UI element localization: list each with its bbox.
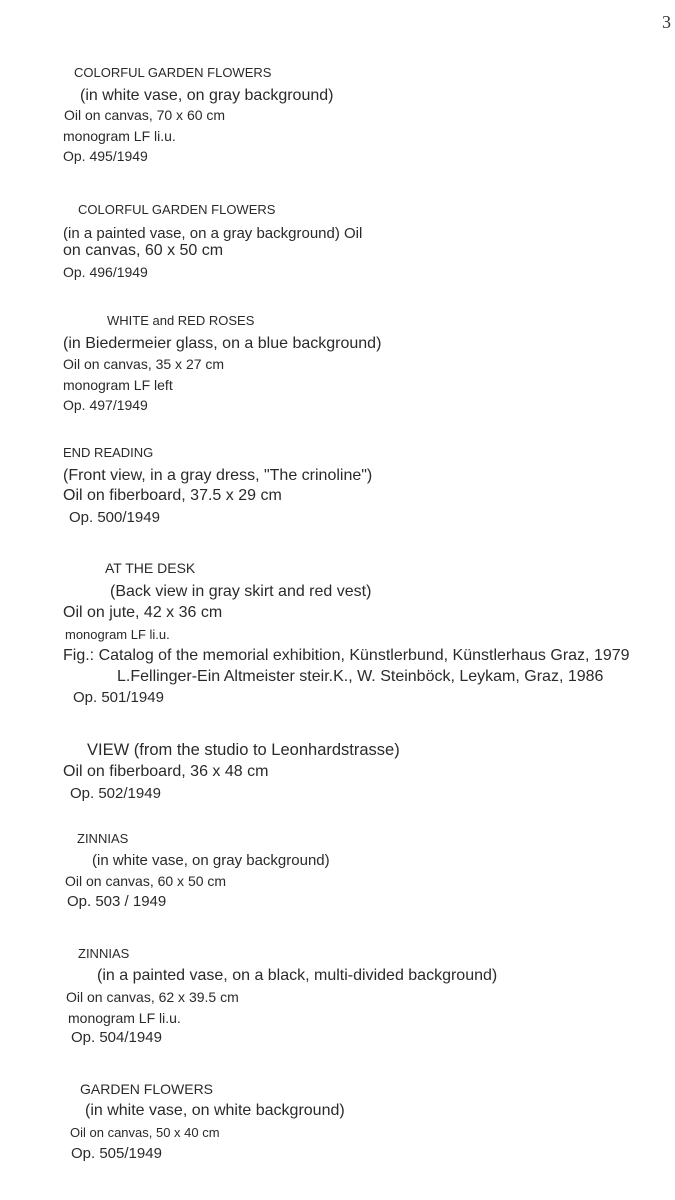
entry-title: COLORFUL GARDEN FLOWERS <box>78 202 276 217</box>
entry-medium: Oil on canvas, 35 x 27 cm <box>63 356 225 372</box>
entry-opus: Op. 495/1949 <box>63 148 148 164</box>
entry-medium: Oil on canvas, 50 x 40 cm <box>70 1125 220 1140</box>
entry-title: END READING <box>63 445 154 460</box>
entry-title: VIEW (from the studio to Leonhardstrasse) <box>87 741 400 759</box>
entry-opus: Op. 504/1949 <box>71 1029 162 1046</box>
page-number: 3 <box>662 12 671 32</box>
entry-description: (in white vase, on gray background) <box>92 852 330 869</box>
entry-opus: Op. 497/1949 <box>63 397 148 413</box>
entry-medium: Oil on canvas, 62 x 39.5 cm <box>66 989 239 1005</box>
entry-description: (in a painted vase, on a gray background) Oil <box>63 225 363 242</box>
entry-description: (Back view in gray skirt and red vest) <box>110 583 372 600</box>
entry-opus: Op. 502/1949 <box>70 785 161 802</box>
entry-monogram: monogram LF li.u. <box>68 1010 181 1026</box>
entry-opus: Op. 500/1949 <box>69 509 160 526</box>
entry-medium: Oil on jute, 42 x 36 cm <box>63 604 223 621</box>
entry-medium: Oil on canvas, 60 x 50 cm <box>65 873 227 889</box>
entry-opus: Op. 496/1949 <box>63 264 148 280</box>
entry-figure-reference: L.Fellinger-Ein Altmeister steir.K., W. Steinböck, Leykam, Graz, 1986 <box>117 668 604 685</box>
entry-medium: on canvas, 60 x 50 cm <box>63 242 224 259</box>
entry-monogram: monogram LF li.u. <box>65 627 170 642</box>
entry-description: (in white vase, on white background) <box>85 1102 345 1119</box>
entry-medium: Oil on fiberboard, 37.5 x 29 cm <box>63 487 282 504</box>
entry-monogram: monogram LF li.u. <box>63 128 176 144</box>
entry-description: (in a painted vase, on a black, multi-divided background) <box>97 967 498 984</box>
entry-medium: Oil on canvas, 70 x 60 cm <box>64 107 226 123</box>
entry-description: (in white vase, on gray background) <box>80 87 334 104</box>
entry-opus: Op. 505/1949 <box>71 1145 162 1162</box>
entry-title: COLORFUL GARDEN FLOWERS <box>74 65 272 80</box>
entry-medium: Oil on fiberboard, 36 x 48 cm <box>63 763 269 780</box>
entry-opus: Op. 501/1949 <box>73 689 164 706</box>
entry-title: ZINNIAS <box>78 946 130 961</box>
entry-monogram: monogram LF left <box>63 377 173 393</box>
entry-title: GARDEN FLOWERS <box>80 1081 214 1097</box>
entry-description: (Front view, in a gray dress, "The crinoline") <box>63 467 373 484</box>
entry-description: (in Biedermeier glass, on a blue background) <box>63 335 382 352</box>
entry-figure-reference: Fig.: Catalog of the memorial exhibition, Künstlerbund, Künstlerhaus Graz, 1979 <box>63 647 630 664</box>
entry-title: ZINNIAS <box>77 831 129 846</box>
entry-opus: Op. 503 / 1949 <box>67 893 167 910</box>
entry-title: AT THE DESK <box>105 560 196 576</box>
entry-title: WHITE and RED ROSES <box>107 313 255 328</box>
